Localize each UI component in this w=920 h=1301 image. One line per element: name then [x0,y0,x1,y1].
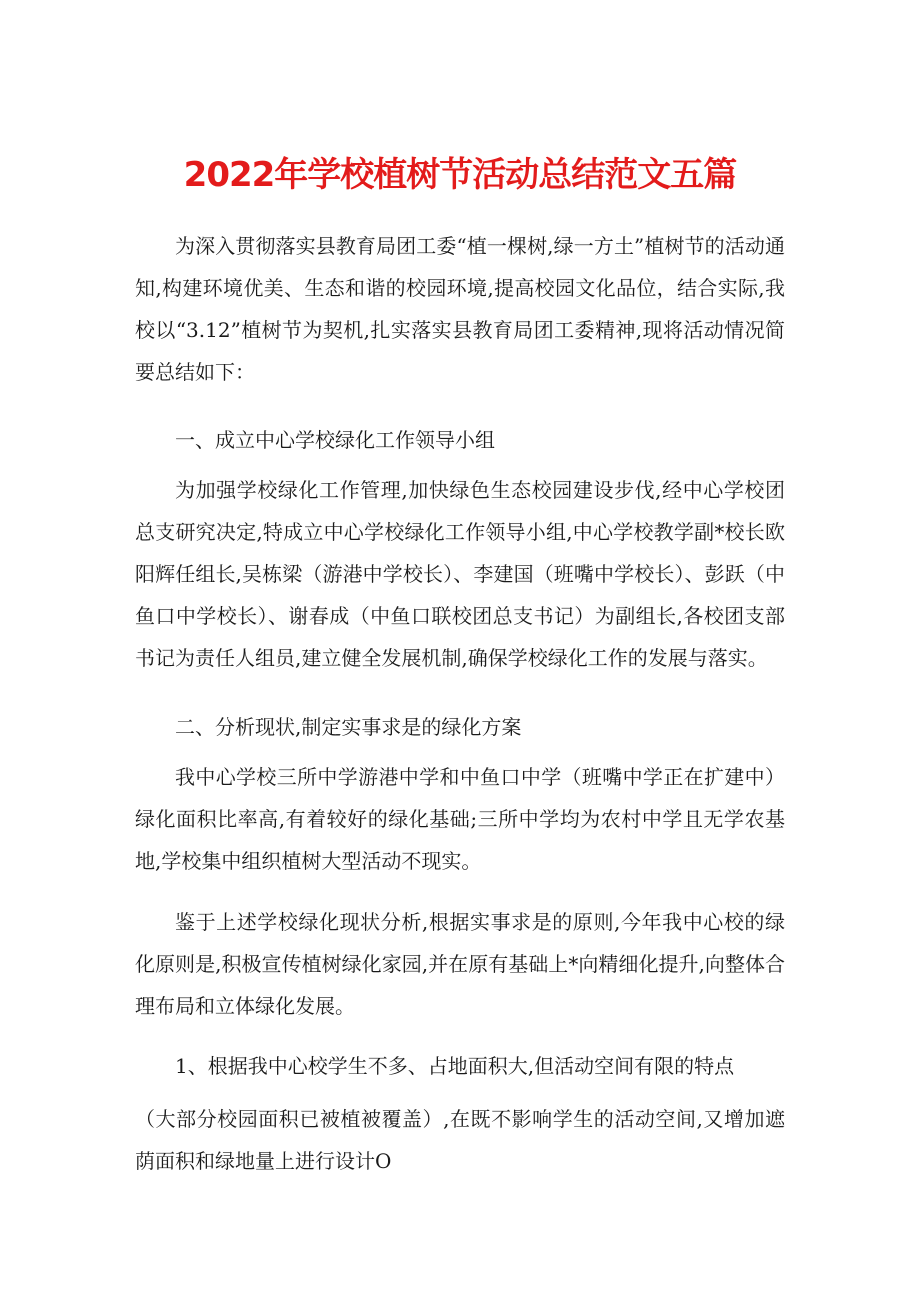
section-2-paragraph-1: 我中心学校三所中学游港中学和中鱼口中学（班嘴中学正在扩建中）绿化面积比率高,有着较好的绿化基础;三所中学均为农村中学且无学农基地,学校集中组织植树大型活动不现实。 [135,765,785,873]
list-item-1-continuation: （大部分校园面积已被植被覆盖）,在既不影响学生的活动空间,又增加遮荫面积和绿地量上进行设计O [135,1107,785,1173]
intro-paragraph: 为深入贯彻落实县教育局团工委“植一棵树,绿一方土”植树节的活动通知,构建环境优美、生态和谐的校园环境,提高校园文化品位，结合实际,我校以“3.12”植树节为契机,扎实落实县教育局团工委精神,现将活动情况简要总结如下： [135,234,785,384]
list-item-1-line-1: 1、根据我中心校学生不多、占地面积大,但活动空间有限的特点 [175,1054,735,1078]
section-heading-1: 一、成立中心学校绿化工作领导小组 [175,428,495,452]
section-2-paragraph-2: 鉴于上述学校绿化现状分析,根据实事求是的原则,今年我中心校的绿化原则是,积极宣传植树绿化家园,并在原有基础上*向精细化提升,向整体合理布局和立体绿化发展。 [135,910,785,1018]
document-title: 2022年学校植树节活动总结范文五篇 [183,154,737,195]
section-1-paragraph: 为加强学校绿化工作管理,加快绿色生态校园建设步伐,经中心学校团总支研究决定,特成立中心学校绿化工作领导小组,中心学校教学副*校长欧阳辉任组长,吴栋梁（游港中学校长）、李建国（班嘴中学校长）、彭跃（中鱼口中学校长）、谢春成（中鱼口联校团总支书记）为副组长,各校团支部书记为责任人组员,建立健全发展机制,确保学校绿化工作的发展与落实。 [135,478,785,670]
section-heading-2: 二、分析现状,制定实事求是的绿化方案 [175,715,522,739]
